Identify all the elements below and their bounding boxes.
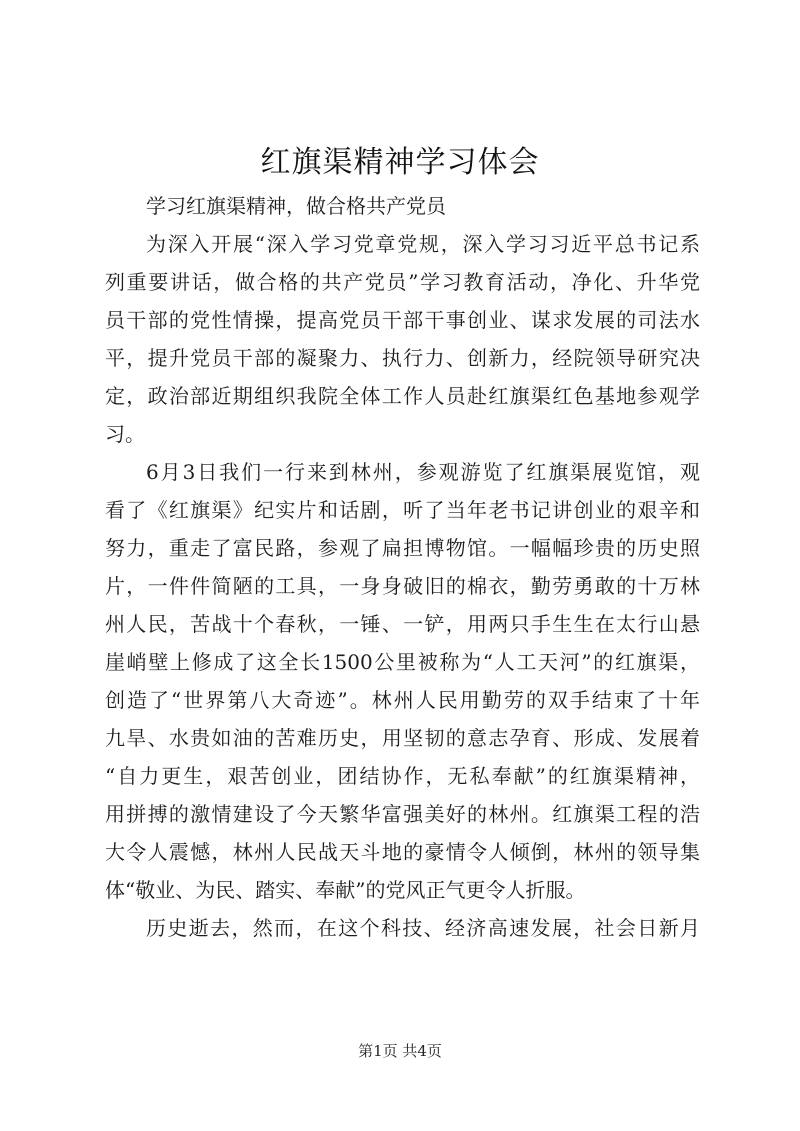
paragraph-line: 看了《红旗渠》纪实片和话剧，听了当年老书记讲创业的艰辛和 [105,498,700,522]
paragraph-line: 员干部的党性情操，提高党员干部干事创业、谋求发展的司法水 [105,308,700,332]
paragraph-line: “自力更生，艰苦创业，团结协作，无私奉献”的红旗渠精神， [105,764,700,788]
paragraph-line: 用拼搏的激情建设了今天繁华富强美好的林州。红旗渠工程的浩 [105,802,700,826]
subtitle-line: 学习红旗渠精神，做合格共产党员 [146,194,446,218]
paragraph-line: 列重要讲话，做合格的共产党员”学习教育活动，净化、升华党 [105,270,700,294]
paragraph-line: 为深入开展“深入学习党章党规，深入学习习近平总书记系 [146,232,700,256]
document-title: 红旗渠精神学习体会 [260,145,540,180]
paragraph-line: 努力，重走了富民路，参观了扁担博物馆。一幅幅珍贵的历史照 [105,536,700,560]
paragraph-line: 6月3日我们一行来到林州，参观游览了红旗渠展览馆，观 [146,460,700,484]
paragraph-line: 平，提升党员干部的凝聚力、执行力、创新力，经院领导研究决 [105,346,700,370]
paragraph-line: 崖峭壁上修成了这全长1500公里被称为“人工天河”的红旗渠， [105,650,700,674]
paragraph-line: 定，政治部近期组织我院全体工作人员赴红旗渠红色基地参观学 [105,384,700,408]
paragraph-line: 体“敬业、为民、踏实、奉献”的党风正气更令人折服。 [105,878,586,902]
document-body [105,187,700,947]
paragraph-line: 九旱、水贵如油的苦难历史，用坚韧的意志孕育、形成、发展着 [105,726,700,750]
paragraph-line: 片，一件件简陋的工具，一身身破旧的棉衣，勤劳勇敢的十万林 [105,574,700,598]
paragraph-line: 习。 [105,422,145,446]
paragraph-line: 州人民，苦战十个春秋，一锤、一铲，用两只手生生在太行山悬 [105,612,700,636]
paragraph-line: 大令人震憾，林州人民战天斗地的豪情令人倾倒，林州的领导集 [105,840,700,864]
page-footer: 第1页 共4页 [358,1042,442,1060]
paragraph-line: 历史逝去，然而，在这个科技、经济高速发展，社会日新月 [146,916,700,940]
paragraph-line: 创造了“世界第八大奇迹”。林州人民用勤劳的双手结束了十年 [105,688,700,712]
